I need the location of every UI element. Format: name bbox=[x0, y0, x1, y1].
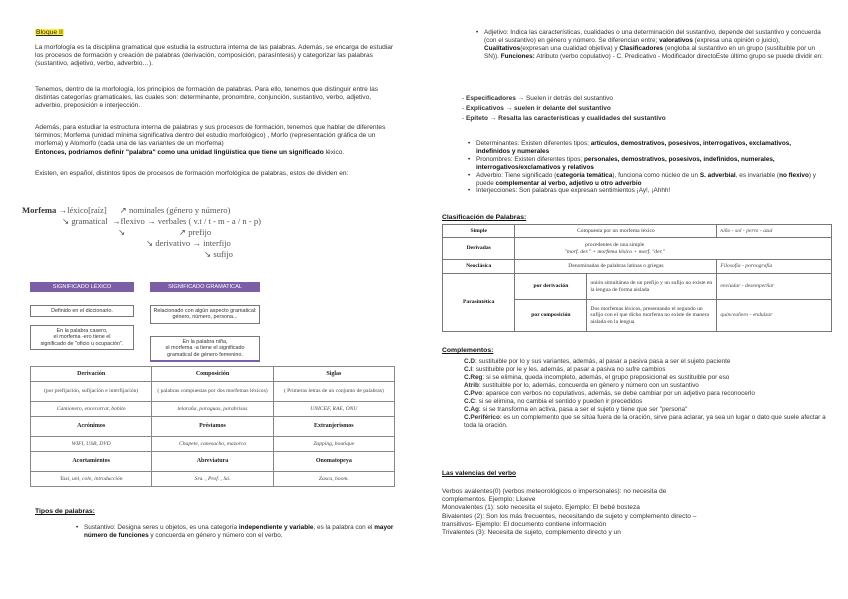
formation-table-row bbox=[31, 417, 395, 437]
pro-text-a: Pronombres: Existen diferentes tipos; bbox=[476, 155, 584, 163]
bloque-heading: Bloque II bbox=[36, 29, 63, 36]
explicativos-line: - Explicativos → suelen ir delante del sustantivo bbox=[462, 105, 611, 112]
diagram-line-1: →léxico[raíz] ↗ nominales (género y número) bbox=[56, 205, 231, 215]
formation-table-cell: Acortamientos bbox=[31, 452, 152, 472]
cd-line bbox=[464, 358, 834, 366]
intro-paragraph: La morfología es la disciplina gramatical que estudia la estructura interna de las palabras. Además, se encarga de estudiar los procesos de formación y creación de palabras (derivación, composición, parasíntesis) y categorizar las palabras (sustantivo, adjetivo, verbo, adverbio…). bbox=[35, 44, 394, 68]
terms-paragraph bbox=[35, 124, 400, 157]
valences-heading: Las valencias del verbo bbox=[442, 470, 517, 477]
adjective-list bbox=[484, 29, 824, 61]
formation-table-row bbox=[31, 402, 395, 417]
adv-text-e: , es invariable ( bbox=[735, 171, 780, 179]
adj-text-d: Cualitativos bbox=[484, 44, 521, 52]
lexical-example-3: significado de "oficio u ocupación". bbox=[40, 340, 124, 347]
lexical-meaning-box-1: Definido en el diccionario. bbox=[30, 305, 134, 317]
avalentes-line: Verbos avalentes(0) (verbos meteorológicos o impersonales): no necesita de complementos. Ejemplo: Llueve bbox=[442, 488, 667, 504]
noun-text-1: Sustantivo: Designa seres u objetos, es una categoría bbox=[84, 524, 239, 531]
formation-table-cell: Derivación bbox=[31, 367, 152, 382]
formation-table-cell: Abreviatura bbox=[152, 452, 273, 472]
cperiferico-line bbox=[464, 414, 834, 430]
diagram-line-4: ↘ derivativo → interfijo bbox=[146, 238, 231, 248]
formation-table bbox=[30, 366, 395, 487]
row-neoclasica bbox=[443, 260, 832, 274]
formation-table-cell: (por prefijación, sufijación e interfijación) bbox=[31, 382, 152, 402]
cd-desc: : sustituible por lo y sus variantes, además, al pasar a pasiva pasa a ser el sujeto paciente bbox=[475, 358, 731, 365]
valences-list bbox=[442, 488, 712, 537]
diagram-line-5: ↘ sufijo bbox=[204, 249, 233, 259]
atrib-term: Atrib bbox=[464, 382, 479, 389]
neoclasica-example: Filosofía - pornografía bbox=[717, 260, 832, 274]
cpvo-line bbox=[464, 390, 834, 398]
cc-line bbox=[464, 398, 834, 406]
por-derivacion-example: enviudar - desemperñar bbox=[717, 274, 832, 300]
classification-heading: Clasificación de Palabras: bbox=[442, 214, 527, 221]
adj-text-e: (expresan una cualidad objetiva) y bbox=[520, 44, 620, 52]
por-composicion-example: quinceañero - endulzar bbox=[717, 300, 832, 332]
grammatical-meaning-header: SIGNIFICADO GRAMATICAL bbox=[150, 282, 260, 292]
especificadores-desc: → Suelen ir detrás del sustantivo bbox=[515, 95, 614, 102]
adj-text-i: Atributo (verbo copulativo) - C. Predicativo - Modificador directoEste último grupo se puede dividir en: bbox=[534, 52, 823, 60]
formation-table-cell: Taxi, uni, cole, introducción bbox=[31, 472, 152, 487]
noun-item bbox=[84, 524, 394, 540]
interjections-item: • Interjecciones: Son palabras que expresan sentimientos ¡Ay!, ¡Ahhh! bbox=[476, 187, 824, 195]
formation-table-cell: WIFI, USB, DVD bbox=[31, 437, 152, 452]
neoclasica-desc: Denominadas de palabras latinas o griegas bbox=[515, 260, 717, 274]
epiteto-line: - Epíteto → Resalta las características y cualidades del sustantivo bbox=[462, 115, 666, 122]
lexical-example-2: el morfema -ero tiene el bbox=[53, 334, 111, 341]
ci-line bbox=[464, 366, 834, 374]
grammatical-meaning-box-1: Relacionado con algún aspecto gramatical: género, número, persona... bbox=[150, 305, 260, 324]
atrib-desc: : sustituible por lo, además, concuerda en género y número con un sustantivo bbox=[478, 382, 699, 389]
formation-table-row bbox=[31, 472, 395, 487]
adv-text-a: Adverbio: Tiene significado ( bbox=[476, 171, 557, 179]
formation-table-cell: Extranjerismos bbox=[273, 417, 394, 437]
atrib-line bbox=[464, 382, 834, 390]
explicativos-desc: → suelen ir delante del sustantivo bbox=[503, 105, 611, 112]
adv-text-h: complementar al verbo, adjetivo u otro adverbio bbox=[495, 179, 642, 187]
formation-table-row bbox=[31, 367, 395, 382]
cc-term: C.C bbox=[464, 398, 476, 405]
word-types-list bbox=[84, 524, 394, 540]
noun-text-2: independiente y variable bbox=[238, 524, 314, 531]
row-derivadas bbox=[443, 238, 832, 260]
complements-heading: Complementos: bbox=[442, 347, 494, 354]
diagram-line-3: ↘ ↗ prefijo bbox=[118, 227, 212, 237]
det-text-a: Determinantes: Existen diferentes tipos; bbox=[476, 140, 591, 147]
adjective-subtypes bbox=[462, 95, 822, 123]
adj-text-b: valorativos bbox=[659, 36, 693, 44]
por-composicion-desc: Dos morfemas léxicos, presentando el segundo un sufijo con el que dicho morfema no existe de manera aislada en la lengua bbox=[587, 300, 717, 332]
formation-table-cell: Onomatopeya bbox=[273, 452, 394, 472]
adj-text-f: Clasificadores bbox=[619, 44, 664, 52]
cag-term: C.Ag bbox=[464, 406, 479, 413]
simple-label: Simple bbox=[443, 225, 515, 238]
adj-text-c: (expresa una opinión o juicio), bbox=[692, 36, 780, 44]
pronouns-item bbox=[476, 156, 824, 172]
cd-term: C.D bbox=[464, 358, 476, 365]
formation-table-cell: Composición bbox=[152, 367, 273, 382]
epiteto-desc: → Resalta las características y cualidades del sustantivo bbox=[488, 115, 666, 122]
parasintetica-label: Parasintética bbox=[443, 274, 515, 332]
grammatical-example-1: En la palabra niña, bbox=[182, 339, 228, 345]
formation-table-cell: ( Primeras letras de un conjunto de palabras) bbox=[273, 382, 394, 402]
por-derivacion-label: por derivación bbox=[515, 274, 587, 300]
ci-desc: : sustituible por le y les, además, al pasar a pasiva no sufre cambios bbox=[472, 366, 666, 373]
por-composicion-label: por composición bbox=[515, 300, 587, 332]
grammatical-example-3: gramatical de género femenino. bbox=[167, 351, 243, 358]
complements-list bbox=[464, 358, 834, 430]
adverb-item bbox=[476, 172, 824, 188]
formation-table-cell: UNICEF, RAE, ONU bbox=[273, 402, 394, 417]
ci-term: C.I bbox=[464, 366, 473, 373]
lexical-example-1: En la palabra casero, bbox=[56, 328, 108, 334]
principles-paragraph: Tenemos, dentro de la morfología, los principios de formación de palabras. Para ello, tenemos que distinguir entre las distintas categorías gramaticales, las cuales son: determinante, pronombre, conjunción, sustantivo, verbo, adjetivo, adverbio, preposición e interjección. bbox=[35, 86, 379, 110]
word-definition: Entonces, podríamos definir "palabra" como una unidad lingüística que tiene un significado bbox=[35, 148, 324, 156]
adv-text-f: no flexivo bbox=[779, 171, 809, 179]
processes-paragraph: Existen, en español, distintos tipos de procesos de formación morfológica de palabras, estos de dividen en: bbox=[35, 170, 349, 177]
noun-text-4: mayor número de funciones bbox=[84, 524, 394, 539]
cperiferico-term: C.Periférico bbox=[464, 414, 500, 421]
lexical-meaning-header: SIGNIFICADO LÉXICO bbox=[30, 282, 134, 292]
terms-text: Además, para estudiar la estructura interna de palabras y sus procesos de formación, tenemos que hablar de diferentes términos; Morfema (unidad mínima significativa dentro del estudio morfológico) , Morfo (representación gráfica de un morfema) y Alomorfo (cada una de las variantes de un morfema) bbox=[35, 124, 386, 148]
formation-table-cell: Zasca, boom. bbox=[273, 472, 394, 487]
lexical-meaning-box-2 bbox=[30, 325, 134, 350]
cperiferico-desc: : es un complemento que se sitúa fuera de la oración, sirve para aclarar, ya sea un lugar o dato que suele afectar a toda la oración. bbox=[464, 414, 826, 429]
adv-text-c: ), funciona como núcleo de un bbox=[612, 171, 700, 179]
diagram-morfema: Morfema bbox=[22, 205, 57, 215]
cpvo-term: C.Pvo bbox=[464, 390, 483, 397]
formation-table-cell: Zapping, boutique bbox=[273, 437, 394, 452]
cpvo-desc: : aparece con verbos no copulativos, además, se debe cambiar por un adjetivo para reconocerlo bbox=[482, 390, 755, 397]
formation-table-cell: Siglas bbox=[273, 367, 394, 382]
especificadores-line: - Especificadores → Suelen ir detrás del sustantivo bbox=[462, 95, 614, 102]
adv-text-d: S. adverbial bbox=[699, 171, 736, 179]
word-types-heading: Tipos de palabras: bbox=[35, 508, 95, 515]
trivalentes-line: Trivalentes (3): Necesita de sujeto, complemento directo y un bbox=[442, 529, 621, 537]
cc-desc: : si se elimina, no cambia el sentido y pueden ir precedidos bbox=[475, 398, 643, 405]
adjective-item bbox=[484, 29, 824, 61]
creg-desc: : si se elimina, queda incompleto, además, el grupo preposicional es sustituible por eso bbox=[482, 374, 730, 381]
creg-term: C.Reg bbox=[464, 374, 483, 381]
derivadas-desc-2: "morf. der." + morfema léxico + morf. "der." bbox=[564, 248, 665, 255]
formation-table-row bbox=[31, 452, 395, 472]
formation-table-cell: Acrónimos bbox=[31, 417, 152, 437]
cag-line bbox=[464, 406, 834, 414]
monovalentes-line: Monovalentes (1): solo necesita el sujeto. Ejemplo: El bebé bosteza bbox=[442, 504, 640, 512]
grammatical-meaning-box-2 bbox=[150, 336, 260, 362]
por-derivacion-desc: unión simultánea de un prefijo y un sufijo no existe en la lengua de forma aislada bbox=[587, 274, 717, 300]
right-page bbox=[424, 0, 848, 599]
formation-table-cell: telaraña, paraguas, parabrisas bbox=[152, 402, 273, 417]
simple-example: niño - sol - perro - azul bbox=[717, 225, 832, 238]
determiners-item bbox=[476, 140, 824, 156]
formation-table-cell: Préstamos bbox=[152, 417, 273, 437]
formation-table-row bbox=[31, 437, 395, 452]
neoclasica-label: Neoclásica bbox=[443, 260, 515, 274]
formation-table-row bbox=[31, 382, 395, 402]
especificadores-term: Especificadores bbox=[465, 95, 516, 102]
derivadas-desc-1: procedentes de una simple bbox=[585, 241, 645, 248]
word-classes-list bbox=[476, 140, 824, 195]
noun-text-3: , es la palabra con el bbox=[313, 524, 375, 531]
grammatical-example-2: el morfema -a tiene el significado bbox=[165, 345, 245, 352]
morpheme-diagram bbox=[22, 205, 261, 260]
formation-table-cell: Camionero, encerarrar, bobito bbox=[31, 402, 152, 417]
epiteto-term: Epíteto bbox=[465, 115, 489, 122]
diagram-line-2: ↘ gramatical →flexivo → verbales ( v.t / t - m - a / n - p) bbox=[62, 216, 261, 226]
explicativos-term: Explicativos bbox=[465, 105, 504, 112]
adj-text-h: Funciones: bbox=[500, 52, 535, 60]
formation-table-cell: ( palabras compuestas por dos morfemas léxicos) bbox=[152, 382, 273, 402]
formation-table-cell: Sra. , Prof. , Sá. bbox=[152, 472, 273, 487]
formation-table-cell: Chupete, canesacho, mazorca bbox=[152, 437, 273, 452]
row-simple bbox=[443, 225, 832, 238]
pro-text-b: personales, demostrativos, posesivos, indefinidos, numerales, interrogativos/exclamativos y relativos bbox=[476, 155, 775, 171]
creg-line bbox=[464, 374, 834, 382]
classification-table bbox=[442, 224, 832, 332]
adv-text-g: ) y puede bbox=[476, 171, 817, 187]
derivadas-label: Derivadas bbox=[443, 238, 515, 260]
bivalentes-line: Bivalentes (2): Son los más frecuentes, necesitando de sujeto y complemento directo –transitivos- Ejemplo: El documento contiene información bbox=[442, 512, 697, 528]
derivadas-desc bbox=[515, 238, 832, 260]
row-parasintetica-1 bbox=[443, 274, 832, 300]
word-definition-end: léxico. bbox=[323, 148, 345, 156]
noun-text-5: y concuerda en género y número con el verbo. bbox=[148, 531, 283, 539]
adj-text-g: (engloba al sustantivo en un grupo (sustituible por un SN)). bbox=[484, 44, 816, 60]
cag-desc: : si se transforma en activa, pasa a ser el sujeto y tiene que ser "persona" bbox=[478, 406, 688, 413]
simple-desc: Compuesta por un morfema léxico bbox=[515, 225, 717, 238]
adj-text-a: Adjetivo: Indica las características, cualidades o una determinación del sustantivo, depende del sustantivo y concuerda (con el sustantivo) en género y número. Se diferencian entre; bbox=[484, 29, 821, 44]
det-text-b: artículos, demostrativos, posesivos, interrogativos, exclamativos, indefinidos y numerales bbox=[476, 140, 792, 155]
adv-text-b: categoría temática bbox=[556, 171, 613, 179]
